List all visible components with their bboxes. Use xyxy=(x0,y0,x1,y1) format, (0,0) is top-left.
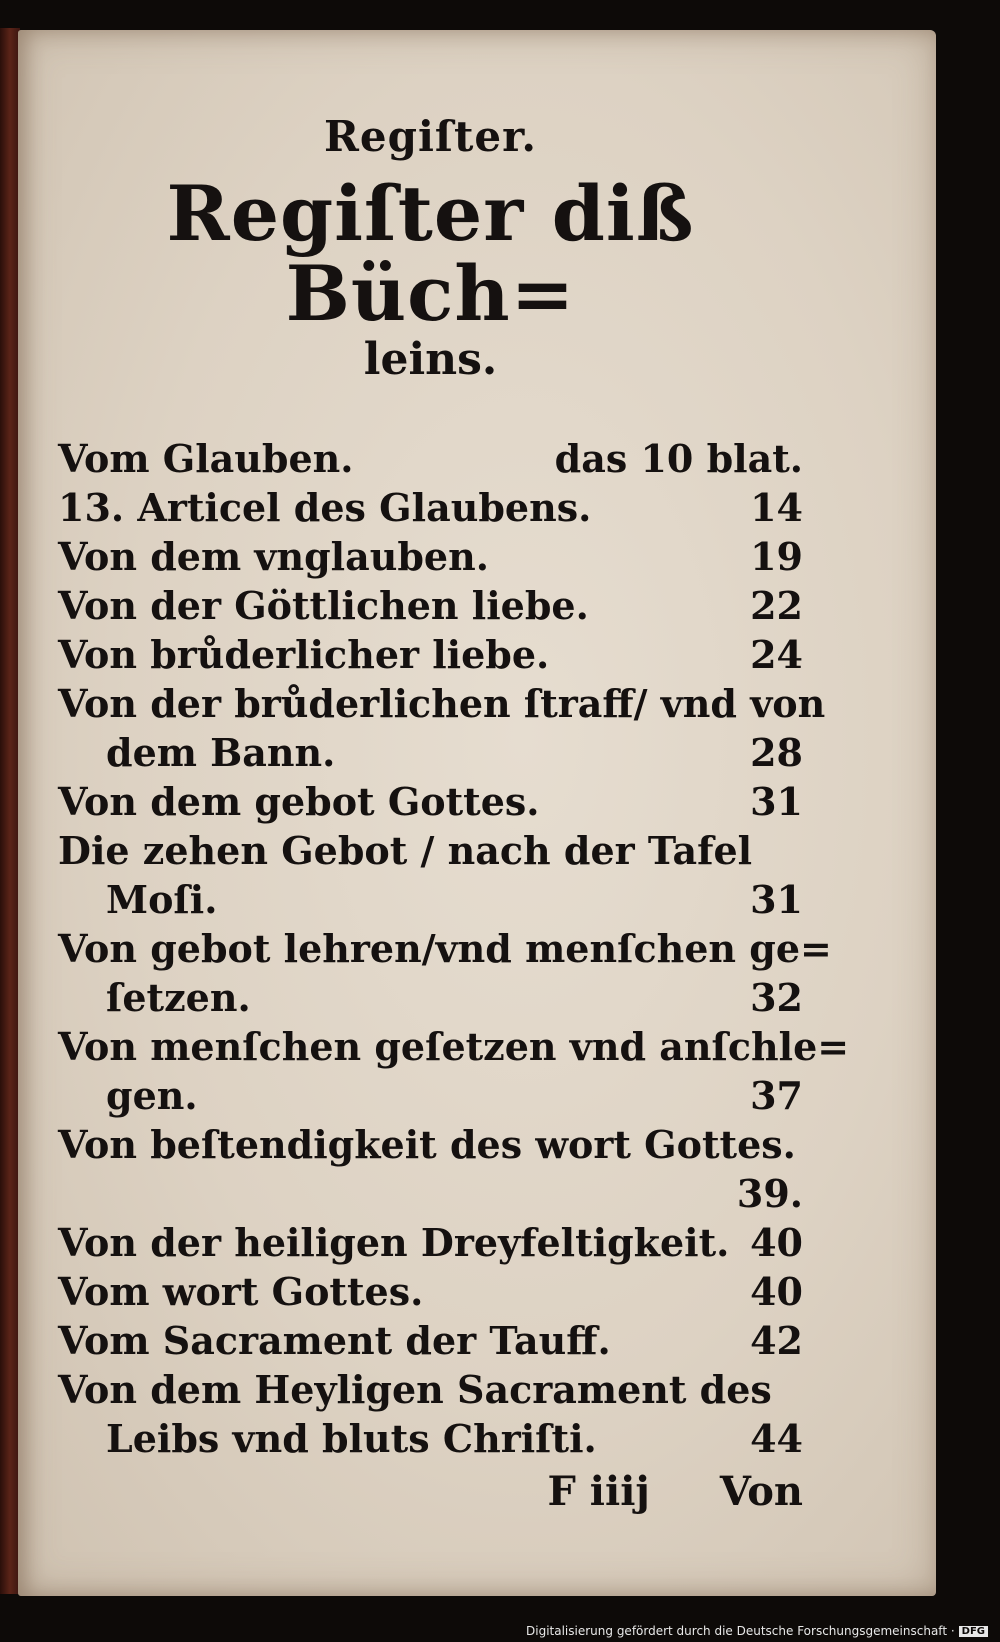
entry-text: Von dem Heyligen Sacrament des xyxy=(58,1366,772,1412)
entry-page-number: 39. xyxy=(736,1170,803,1216)
register-entry xyxy=(58,826,803,924)
entry-text: Vom Sacrament der Tauff. xyxy=(58,1317,611,1363)
register-entry xyxy=(58,532,803,581)
entry-line xyxy=(58,1218,803,1267)
entry-line xyxy=(58,1071,803,1120)
register-entry xyxy=(58,1218,803,1267)
register-entry xyxy=(58,1267,803,1316)
entry-page-number: 22 xyxy=(750,582,803,628)
register-entry xyxy=(58,1365,803,1463)
entry-page-number: 19 xyxy=(750,533,803,579)
entry-page-number: 31 xyxy=(750,778,803,824)
dfg-logo: DFG xyxy=(959,1626,988,1637)
entry-line xyxy=(58,434,803,483)
entry-line xyxy=(58,777,803,826)
entry-text: ſetzen. xyxy=(106,974,251,1020)
register-entry xyxy=(58,679,826,777)
entry-line xyxy=(58,483,803,532)
entry-page-number: 31 xyxy=(750,876,803,922)
register-entry xyxy=(58,434,803,483)
entry-text: Von der brůderlichen ſtraff/ vnd von xyxy=(58,680,826,726)
entry-line xyxy=(58,826,803,875)
entry-line xyxy=(58,728,803,777)
entry-text: Von menſchen geſetzen vnd anſchle= xyxy=(58,1023,850,1069)
register-entry xyxy=(58,1120,803,1218)
entry-page-number: 32 xyxy=(750,974,803,1020)
credit-text: Digitalisierung gefördert durch die Deutsche Forschungsgemeinschaft · xyxy=(526,1624,955,1638)
catchword: Von xyxy=(719,1467,803,1515)
page-footer xyxy=(58,1467,803,1516)
book-page xyxy=(18,30,936,1596)
entry-text: Von dem vnglauben. xyxy=(58,533,489,579)
register-entry xyxy=(58,581,803,630)
entry-page-number: 28 xyxy=(750,729,803,775)
entry-text: Leibs vnd bluts Chriſti. xyxy=(106,1415,597,1461)
entry-page-number: 14 xyxy=(750,484,803,530)
register-list xyxy=(58,434,850,1463)
entry-line xyxy=(58,1169,803,1218)
entry-line xyxy=(58,1414,803,1463)
entry-page-number: 24 xyxy=(750,631,803,677)
running-head: Regiſter. xyxy=(323,112,538,161)
entry-page-number: das 10 blat. xyxy=(554,435,803,481)
entry-text: Von brůderlicher liebe. xyxy=(58,631,550,677)
entry-text: Vom wort Gottes. xyxy=(58,1268,424,1314)
register-entry xyxy=(58,1316,803,1365)
entry-text: Von gebot lehren/vnd menſchen ge= xyxy=(58,925,832,971)
entry-text: Von der heiligen Dreyfeltigkeit. xyxy=(58,1219,730,1265)
entry-text: Die zehen Gebot / nach der Tafel xyxy=(58,827,753,873)
book-binding-edge xyxy=(0,28,20,1594)
entry-page-number: 37 xyxy=(750,1072,803,1118)
entry-text: Von beſtendigkeit des wort Gottes. xyxy=(58,1121,796,1167)
entry-page-number: 42 xyxy=(750,1317,803,1363)
entry-line xyxy=(58,1365,803,1414)
entry-line xyxy=(58,581,803,630)
entry-page-number: 40 xyxy=(750,1219,803,1265)
entry-text: Von der Göttlichen liebe. xyxy=(58,582,589,628)
entry-page-number: 40 xyxy=(750,1268,803,1314)
entry-line xyxy=(58,1267,803,1316)
entry-page-number: 44 xyxy=(750,1415,803,1461)
register-entry xyxy=(58,630,803,679)
entry-text: gen. xyxy=(106,1072,198,1118)
entry-line xyxy=(58,875,803,924)
entry-line xyxy=(58,1022,850,1071)
entry-text: dem Bann. xyxy=(106,729,336,775)
entry-line xyxy=(58,924,832,973)
entry-line xyxy=(58,630,803,679)
entry-line xyxy=(58,1120,803,1169)
entry-text: Von dem gebot Gottes. xyxy=(58,778,540,824)
entry-line xyxy=(58,679,826,728)
entry-text: 13. Articel des Glaubens. xyxy=(58,484,592,530)
entry-line xyxy=(58,1316,803,1365)
register-entry xyxy=(58,483,803,532)
signature-mark: F iiij xyxy=(547,1467,650,1515)
register-entry xyxy=(58,1022,850,1120)
entry-text: Moſi. xyxy=(106,876,218,922)
entry-line xyxy=(58,973,803,1022)
entry-line xyxy=(58,532,803,581)
register-entry xyxy=(58,924,832,1022)
register-entry xyxy=(58,777,803,826)
digitization-credit xyxy=(526,1624,988,1638)
page-title: Regiſter diß Büch= xyxy=(166,169,695,338)
page-content xyxy=(58,80,850,1516)
entry-text: Vom Glauben. xyxy=(58,435,354,481)
page-subtitle: leins. xyxy=(363,333,498,385)
